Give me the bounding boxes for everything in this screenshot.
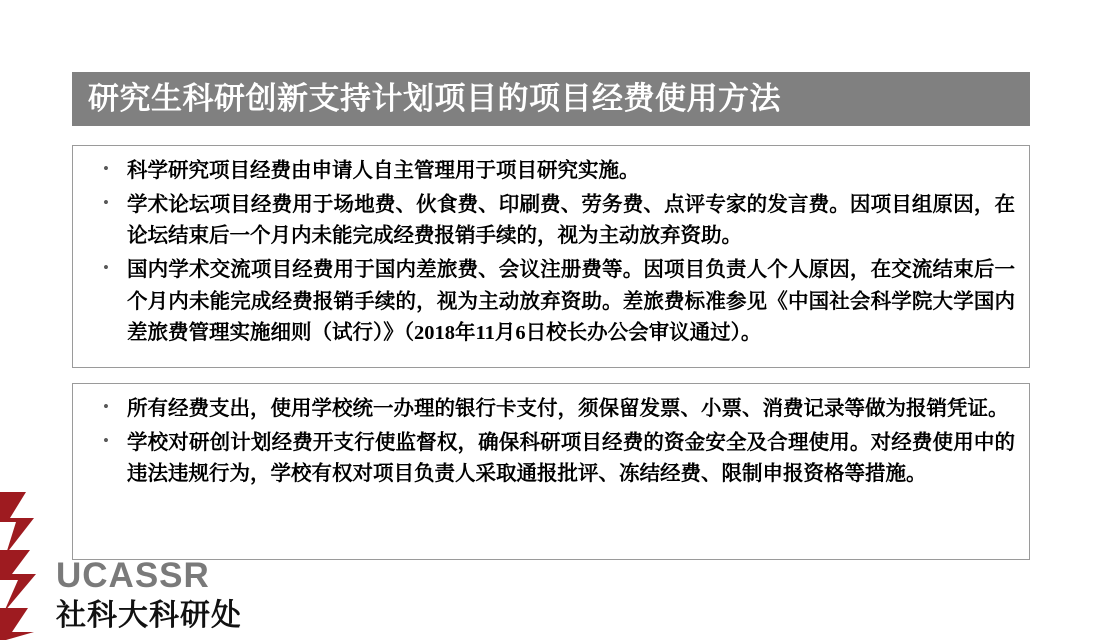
page-title: 研究生科研创新支持计划项目的项目经费使用方法: [88, 80, 781, 116]
ucassr-logo-mark-icon: [0, 492, 48, 640]
list-item: • 国内学术交流项目经费用于国内差旅费、会议注册费等。因项目负责人个人原因，在交流结束后一个月内未能完成经费报销手续的，视为主动放弃资助。差旅费标准参见《中国社会科学院大学国内差旅费管理实施细则（试行）》（2018年11月6日校长办公会审议通过）。: [85, 255, 1015, 348]
slide-title-bar: [72, 72, 1030, 126]
content-box-one: [72, 145, 1030, 368]
list-item: • 学术论坛项目经费用于场地费、伙食费、印刷费、劳务费、点评专家的发言费。因项目组原因，在论坛结束后一个月内未能完成经费报销手续的，视为主动放弃资助。: [85, 190, 1015, 252]
logo: [0, 492, 260, 641]
logo-text: [56, 558, 242, 631]
list-item: • 学校对研创计划经费开支行使监督权，确保科研项目经费的资金安全及合理使用。对经费使用中的违法违规行为，学校有权对项目负责人采取通报批评、冻结经费、限制申报资格等措施。: [85, 428, 1015, 490]
list-item: • 所有经费支出，使用学校统一办理的银行卡支付，须保留发票、小票、消费记录等做为报销凭证。: [85, 394, 1015, 425]
logo-subtitle: 社科大科研处: [56, 599, 242, 632]
list-item: • 科学研究项目经费由申请人自主管理用于项目研究实施。: [85, 156, 1015, 187]
bullet-list-two: [85, 394, 1015, 490]
bullet-list-one: [85, 156, 1015, 349]
logo-name: UCASSR: [56, 556, 210, 595]
